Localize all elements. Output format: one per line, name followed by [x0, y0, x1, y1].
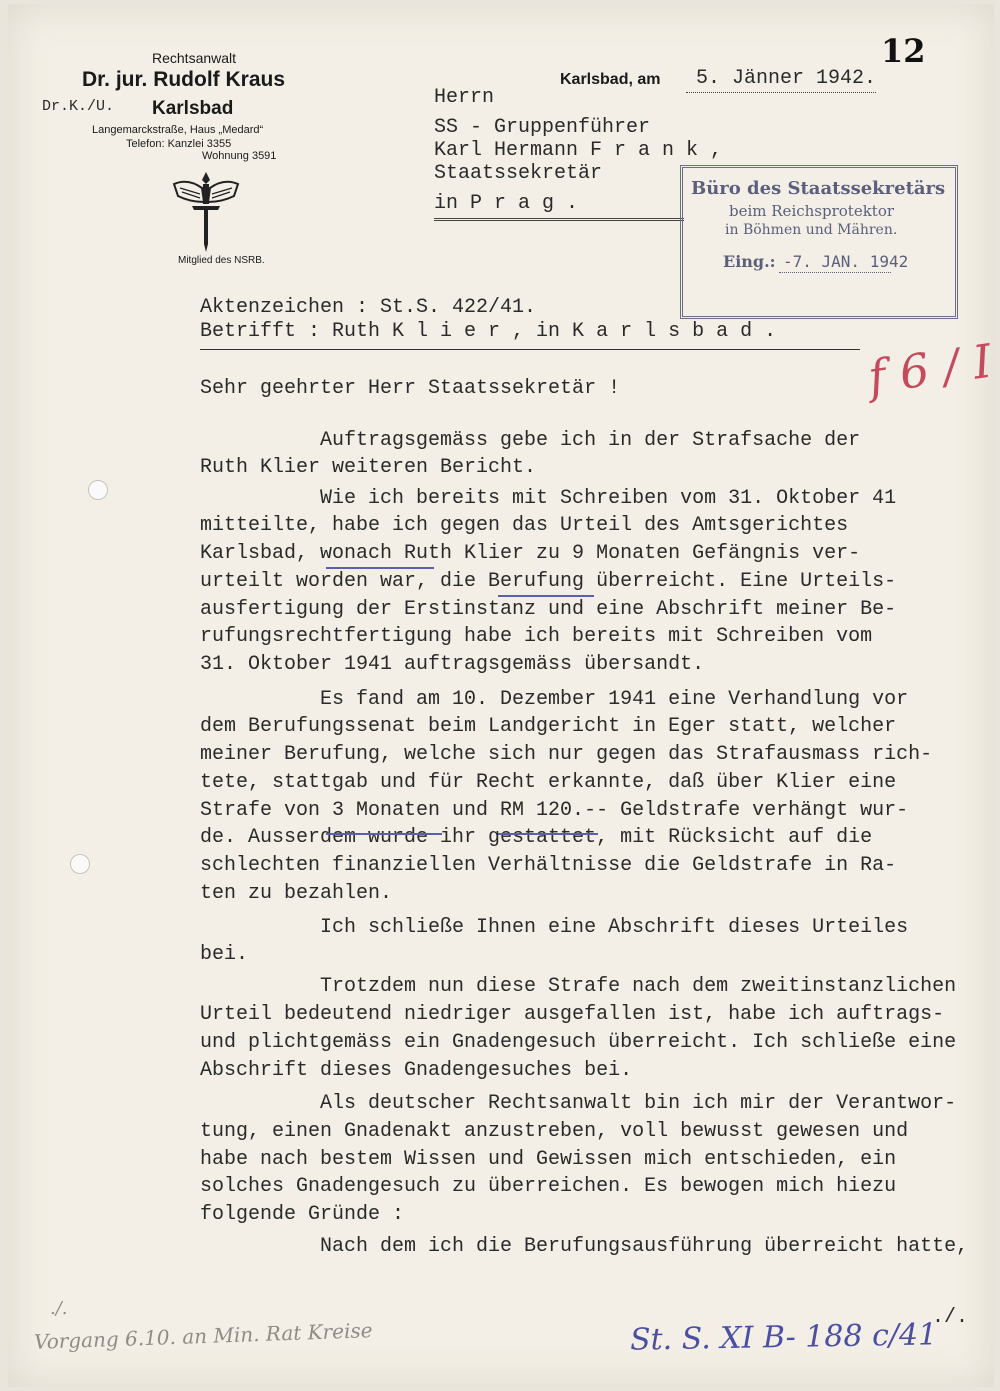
- stamp-line: Büro des Staatssekretärs: [691, 178, 946, 199]
- letter-body: [200, 429, 970, 1258]
- body-line: Es fand am 10. Dezember 1941 eine Verhandlung vor: [200, 688, 909, 711]
- salutation: Sehr geehrter Herr Staatssekretär !: [200, 377, 621, 400]
- ink-file-reference: St. S. XI B- 188 c/41: [629, 1317, 938, 1358]
- body-line: de. Ausserdem wurde ihr gestattet, mit Rücksicht auf die: [200, 826, 873, 849]
- recipient-line: Karl Hermann F r a n k ,: [434, 139, 723, 162]
- stamp-received-date: -7. JAN. 1942: [783, 252, 909, 271]
- letterhead-address: Langemarckstraße, Haus „Medard“: [92, 124, 264, 136]
- pencil-bottom-note: Vorgang 6.10. an Min. Rat Kreise: [33, 1318, 373, 1354]
- body-line: Strafe von 3 Monaten und RM 120.-- Geldstrafe verhängt wur-: [200, 799, 909, 822]
- betrifft-subject: Betrifft : Ruth K l i e r , in K a r l s b a d .: [200, 320, 777, 343]
- body-line: folgende Gründe :: [200, 1203, 405, 1226]
- subject-rule: [200, 349, 860, 350]
- body-line: dem Berufungssenat beim Landgericht in Eger statt, welcher: [200, 715, 897, 738]
- body-line: 31. Oktober 1941 auftragsgemäss übersandt.: [200, 653, 705, 676]
- body-line: Abschrift dieses Gnadengesuches bei.: [200, 1059, 633, 1082]
- date-value: 5. Jänner 1942.: [696, 67, 877, 90]
- body-line: und plichtgemäss ein Gnadengesuch überreicht. Ich schließe eine: [200, 1031, 957, 1054]
- letterhead-phone-office: Telefon: Kanzlei 3355: [126, 138, 232, 150]
- body-line: Wie ich bereits mit Schreiben vom 31. Oktober 41: [200, 487, 897, 510]
- body-line: meiner Berufung, welche sich nur gegen das Strafausmass rich-: [200, 743, 933, 766]
- annotation-underline: [326, 567, 434, 569]
- page-number: 12: [881, 32, 926, 70]
- recipient-line: Herrn: [434, 86, 495, 109]
- stamp-line: in Böhmen und Mähren.: [725, 222, 898, 238]
- body-line: Ich schließe Ihnen eine Abschrift dieses Urteiles: [200, 916, 909, 939]
- body-line: urteilt worden war, die Berufung überreicht. Eine Urteils-: [200, 570, 897, 593]
- annotation-underline: [326, 833, 442, 835]
- emblem-caption: Mitglied des NSRB.: [178, 255, 265, 266]
- eagle-emblem-icon: [170, 162, 242, 254]
- annotation-underline: [498, 595, 594, 597]
- stamp-received-label: Eing.:: [723, 252, 776, 271]
- body-line: ten zu bezahlen.: [200, 882, 393, 905]
- reference-initials: Dr.K./U.: [42, 98, 115, 115]
- body-line: Nach dem ich die Berufungsausführung überreicht hatte,: [200, 1235, 969, 1258]
- body-line: Als deutscher Rechtsanwalt bin ich mir der Verantwor-: [200, 1092, 957, 1115]
- pencil-margin-mark: ./.: [50, 1298, 68, 1319]
- stamp-line: beim Reichsprotektor: [729, 202, 895, 220]
- recipient-line: in P r a g .: [434, 192, 579, 215]
- body-line: schlechten finanziellen Verhältnisse die Geldstrafe in Ra-: [200, 854, 897, 877]
- body-line: tete, stattgab und für Recht erkannte, daß über Klier eine: [200, 771, 897, 794]
- letterhead-name: Dr. jur. Rudolf Kraus: [82, 68, 286, 91]
- date-underline: [686, 92, 876, 93]
- letterhead-title: Rechtsanwalt: [152, 50, 237, 66]
- continuation-mark: ./.: [932, 1306, 969, 1329]
- body-line: habe nach bestem Wissen und Gewissen mich entschieden, ein: [200, 1148, 897, 1171]
- letter-page: [8, 4, 994, 1387]
- punch-hole: [88, 480, 108, 500]
- letterhead-phone-home: Wohnung 3591: [202, 150, 277, 162]
- stamp-date-line: [779, 272, 891, 273]
- body-line: bei.: [200, 943, 249, 966]
- recipient-line: SS - Gruppenführer: [434, 116, 651, 139]
- body-line: rufungsrechtfertigung habe ich bereits mit Schreiben vom: [200, 625, 873, 648]
- body-line: solches Gnadengesuch zu überreichen. Es bewogen mich hiezu: [200, 1175, 897, 1198]
- body-line: mitteilte, habe ich gegen das Urteil des Amtsgerichtes: [200, 514, 849, 537]
- punch-hole: [70, 854, 90, 874]
- received-stamp: [680, 165, 958, 319]
- aktenzeichen: Aktenzeichen : St.S. 422/41.: [200, 296, 537, 319]
- body-line: Urteil bedeutend niedriger ausgefallen ist, habe ich auftrags-: [200, 1003, 945, 1026]
- body-line: Auftragsgemäss gebe ich in der Strafsache der: [200, 429, 861, 452]
- date-place: Karlsbad, am: [560, 71, 661, 88]
- body-line: Karlsbad, wonach Ruth Klier zu 9 Monaten Gefängnis ver-: [200, 542, 861, 565]
- body-line: tung, einen Gnadenakt anzustreben, voll bewusst gewesen und: [200, 1120, 909, 1143]
- body-line: Trotzdem nun diese Strafe nach dem zweitinstanzlichen: [200, 975, 957, 998]
- recipient-line: Staatssekretär: [434, 162, 603, 185]
- letterhead-city: Karlsbad: [152, 98, 234, 119]
- annotation-underline: [498, 833, 598, 835]
- recipient-double-rule: [434, 218, 684, 221]
- body-line: ausfertigung der Erstinstanz und eine Abschrift meiner Be-: [200, 598, 897, 621]
- red-handwritten-annotation: f 6 / I: [864, 333, 995, 405]
- body-line: Ruth Klier weiteren Bericht.: [200, 456, 537, 479]
